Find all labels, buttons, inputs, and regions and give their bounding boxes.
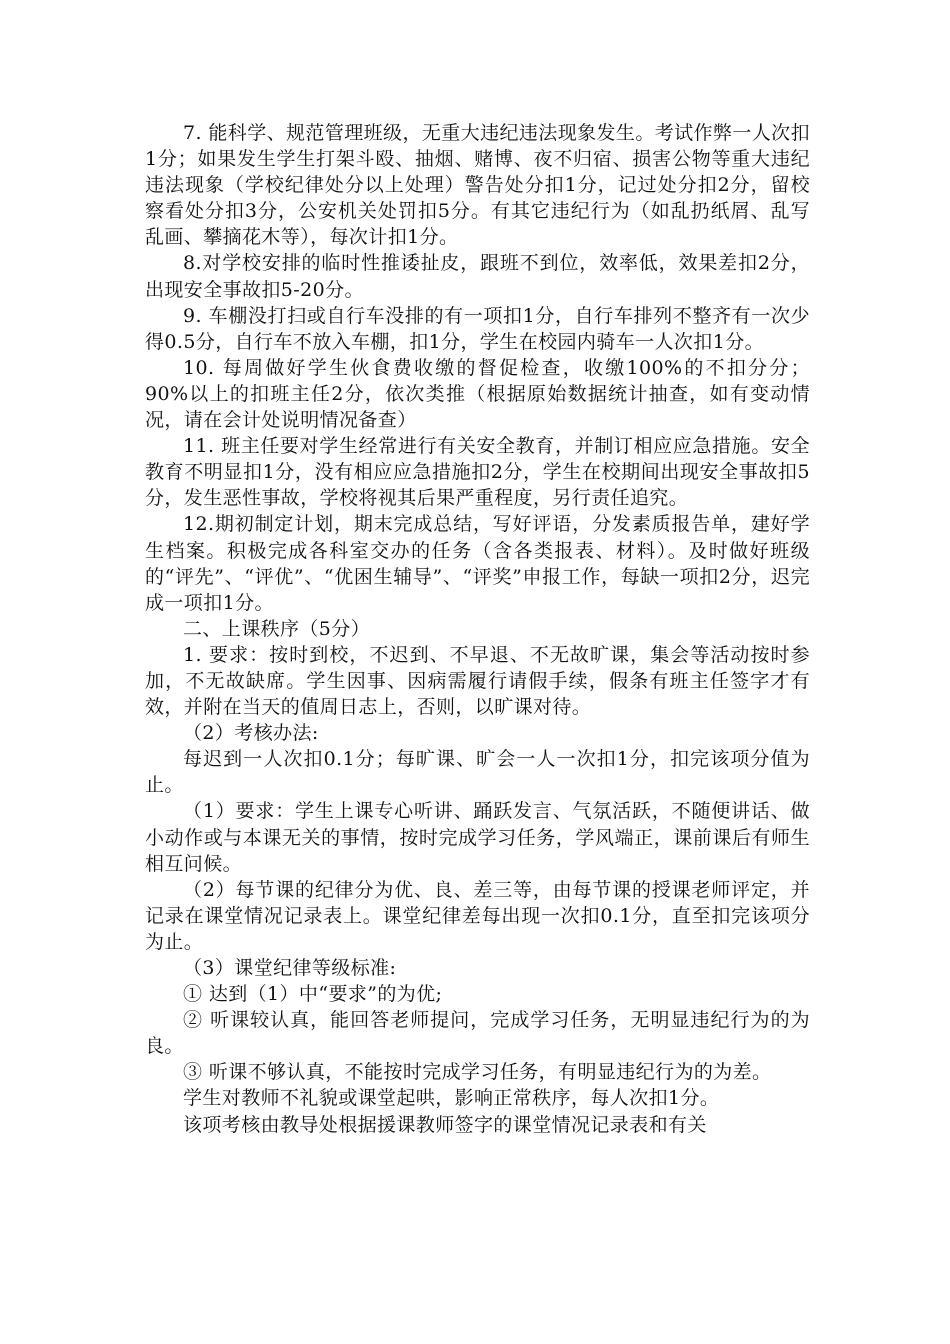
paragraph-grade-standard-heading: （3）课堂纪律等级标准: [183,957,397,979]
paragraph-assessment-method: 每迟到一人次扣0.1分；每旷课、旷会一人一次扣1分，扣完该项分值为止。 [145,748,810,797]
paragraph-grade-good: ② 听课较认真，能回答老师提问，完成学习任务，无明显违纪行为的为良。 [145,1009,810,1058]
document-body [145,120,810,1138]
paragraph-rule-11: 11. 班主任要对学生经常进行有关安全教育，并制订相应应急措施。安全教育不明显扣1分，没有相应应急措施扣2分，学生在校期间出现安全事故扣5分，发生恶性事故，学校将视其后果严重程度，另行责任追究。 [145,435,810,510]
paragraph-grade-excellent: ① 达到（1）中“要求”的为优; [183,983,443,1006]
section-heading-class-order: 二、上课秩序（5分） [183,617,371,640]
paragraph-grade-poor: ③ 听课不够认真，不能按时完成学习任务，有明显违纪行为的为差。 [183,1061,772,1084]
paragraph-rule-9: 9. 车棚没打扫或自行车没排的有一项扣1分，自行车排列不整齐有一次少得0.5分，自行车不放入车棚，扣1分，学生在校园内骑车一人次扣1分。 [145,304,810,353]
paragraph-discipline-grading: （2）每节课的纪律分为优、良、差三等，由每节课的授课老师评定，并记录在课堂情况记录表上。课堂纪律差每出现一次扣0.1分，直至扣完该项分为止。 [145,878,810,953]
paragraph-attendance-requirement: 1. 要求：按时到校，不迟到、不早退、不无故旷课，集会等活动按时参加，不无故缺席。学生因事、因病需履行请假手续，假条有班主任签字才有效，并附在当天的值周日志上，否则，以旷课对待。 [145,643,810,719]
paragraph-assessment-source: 该项考核由教导处根据援课教师签字的课堂情况记录表和有关 [183,1113,707,1136]
paragraph-rule-10: 10. 每周做好学生伙食费收缴的督促检查，收缴100%的不扣分分； 90%以上的扣班主任2分，依次类推（根据原始数据统计抽查，如有变动情况，请在会计处说明情况备查） [145,356,810,432]
paragraph-rule-7: 7. 能科学、规范管理班级，无重大违纪违法现象发生。考试作弊一人次扣1分；如果发生学生打架斗殴、抽烟、赌博、夜不归宿、损害公物等重大违纪违法现象（学校纪律处分以上处理）警告处分扣1分，记过处分扣2分，留校察看处分扣3分，公安机关处罚扣5分。有其它违纪行为（如乱扔纸屑、乱写乱画、攀摘花木等），每次计扣1分。 [145,122,810,249]
paragraph-disrespect-penalty: 学生对教师不礼貌或课堂起哄，影响正常秩序，每人次扣1分。 [183,1087,720,1110]
paragraph-rule-8: 8.对学校安排的临时性推诿扯皮，跟班不到位，效率低，效果差扣2分，出现安全事故扣5-20分。 [145,252,810,301]
paragraph-assessment-method-heading: （2）考核办法: [183,722,319,745]
paragraph-class-requirement: （1）要求：学生上课专心听讲、踊跃发言、气氛活跃，不随便讲话、做小动作或与本课无关的事情，按时完成学习任务，学风端正，课前课后有师生相互问候。 [145,800,810,875]
paragraph-rule-12: 12.期初制定计划，期末完成总结，写好评语，分发素质报告单，建好学生档案。积极完成各科室交办的任务（含各类报表、材料）。及时做好班级的“评先”、“评优”、“优困生辅导”、“评奖”申报工作，每缺一项扣2分，迟完成一项扣1分。 [145,513,810,614]
